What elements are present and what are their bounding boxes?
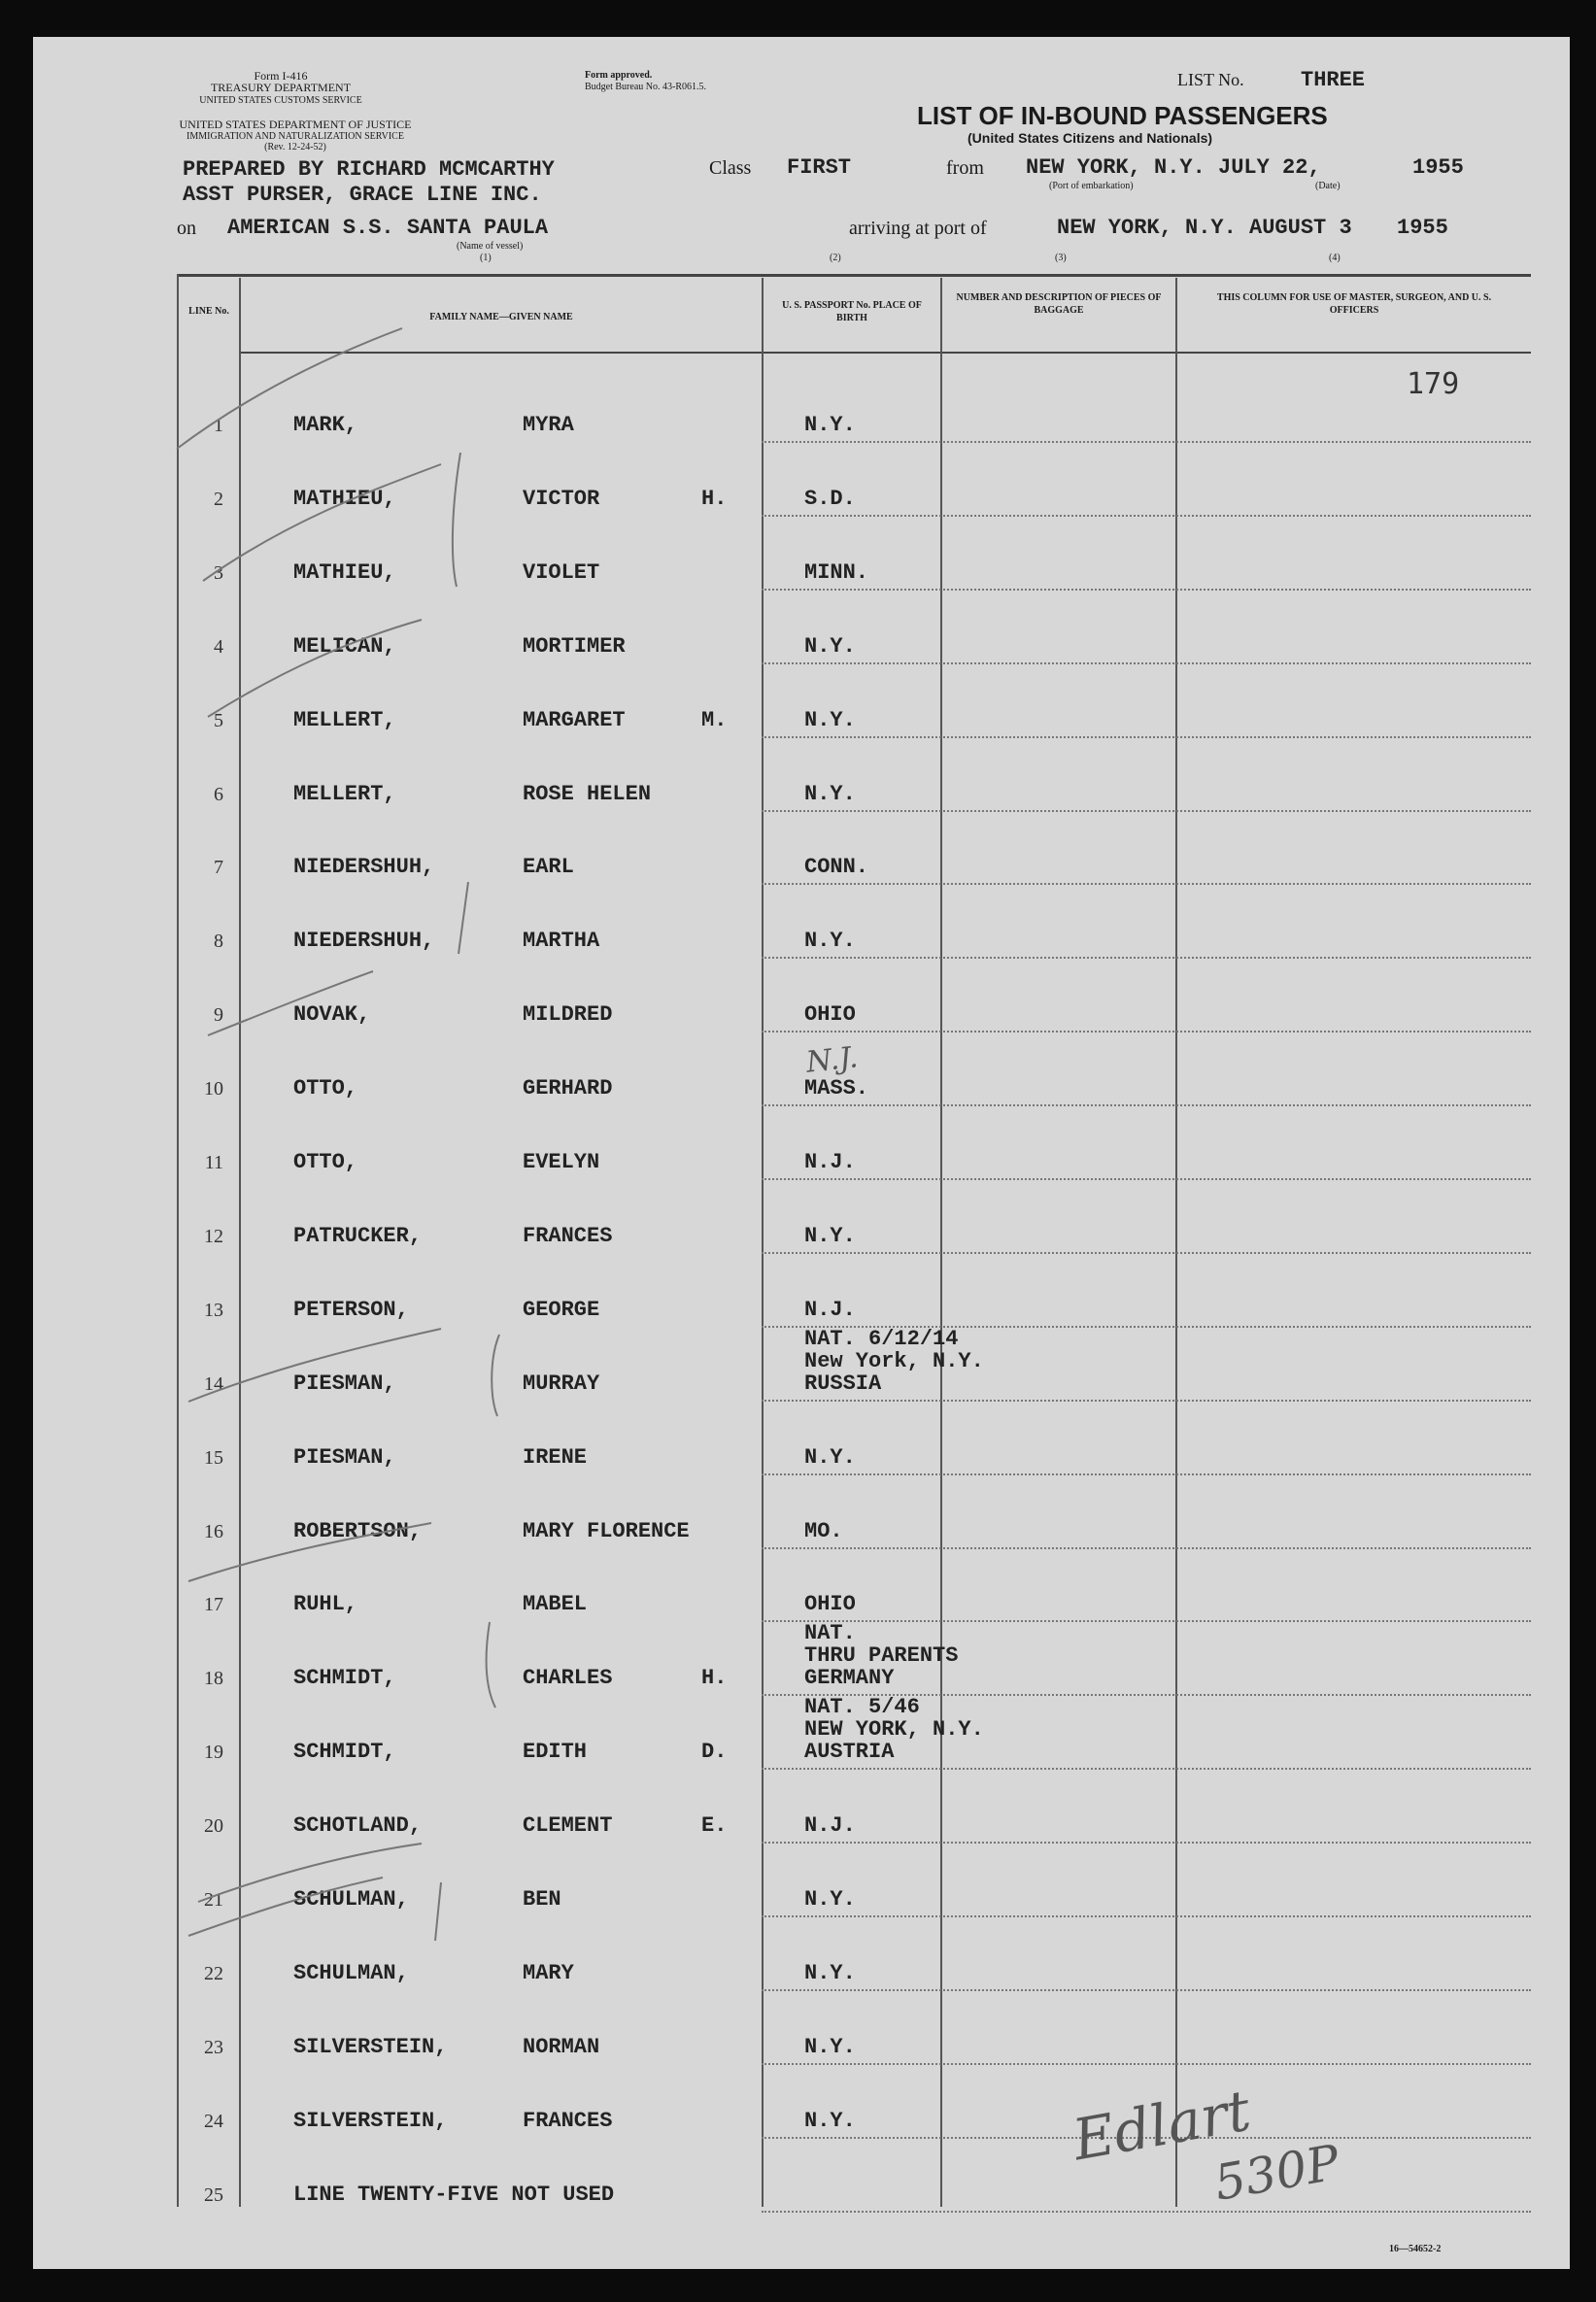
- given-name: IRENE: [523, 1444, 588, 1470]
- line-number: 21: [204, 1889, 223, 1911]
- handwritten-correction: N.J.: [804, 1040, 860, 1080]
- treasury-department: TREASURY DEPARTMENT: [210, 81, 352, 94]
- port-of-arrival: NEW YORK, N.Y. AUGUST 3: [1057, 216, 1352, 240]
- place-of-birth: N.Y.: [804, 929, 856, 954]
- place-of-birth: N.J.: [804, 1297, 856, 1322]
- line-number: 17: [204, 1594, 223, 1616]
- given-name: BEN: [523, 1887, 561, 1912]
- place-of-birth: CONN.: [804, 855, 869, 880]
- given-name: FRANCES: [523, 1223, 613, 1248]
- place-of-birth: OHIO: [804, 1002, 856, 1028]
- place-of-birth: OHIO: [804, 1592, 856, 1617]
- family-name: SCHMIDT,: [293, 1740, 396, 1765]
- handwritten-time: 530P: [1209, 2134, 1344, 2212]
- header-passport: U. S. PASSPORT No. PLACE OF BIRTH: [782, 300, 922, 323]
- list-number: THREE: [1301, 68, 1366, 92]
- given-name: FRANCES: [523, 2108, 613, 2133]
- place-of-birth: N.Y.: [804, 2108, 856, 2133]
- middle-initial: M.: [701, 707, 728, 732]
- preparer-title: ASST PURSER, GRACE LINE INC.: [183, 183, 542, 207]
- family-name: SILVERSTEIN,: [293, 2034, 448, 2059]
- line-number: 10: [204, 1078, 223, 1100]
- place-of-birth: N.Y.: [804, 1960, 856, 1985]
- on-label: on: [177, 218, 196, 239]
- line-number: 16: [204, 1520, 223, 1542]
- family-name: SCHULMAN,: [293, 1960, 409, 1985]
- given-name: MARTHA: [523, 929, 600, 954]
- family-name: MELLERT,: [293, 707, 396, 732]
- place-of-birth: N.Y.: [804, 1887, 856, 1912]
- given-name: VIOLET: [523, 559, 600, 585]
- place-of-birth: N.Y.: [804, 1223, 856, 1248]
- line-number: 24: [204, 2110, 223, 2132]
- given-name: GERHARD: [523, 1076, 613, 1101]
- from-label: from: [946, 157, 984, 179]
- family-name: SILVERSTEIN,: [293, 2108, 448, 2133]
- family-name: PETERSON,: [293, 1297, 409, 1322]
- given-name: MILDRED: [523, 1002, 613, 1028]
- given-name: EDITH: [523, 1740, 588, 1765]
- given-name: MARGARET: [523, 707, 626, 732]
- given-name: MURRAY: [523, 1371, 600, 1396]
- middle-initial: H.: [701, 1666, 728, 1691]
- line-number: 4: [214, 635, 223, 658]
- vessel-caption: (Name of vessel): [457, 241, 524, 252]
- given-name: NORMAN: [523, 2034, 600, 2059]
- family-name: RUHL,: [293, 1592, 358, 1617]
- place-of-birth: N.Y.: [804, 781, 856, 806]
- list-no-label: LIST No.: [1177, 70, 1244, 89]
- given-name: MARY: [523, 1960, 574, 1985]
- family-name: NOVAK,: [293, 1002, 371, 1028]
- col-1-caption: (1): [480, 253, 492, 263]
- date-caption: (Date): [1315, 181, 1341, 191]
- family-name: MARK,: [293, 413, 358, 437]
- line-number: 14: [204, 1372, 223, 1395]
- line-number: 19: [204, 1742, 223, 1764]
- family-name: PIESMAN,: [293, 1371, 396, 1396]
- vessel-name: AMERICAN S.S. SANTA PAULA: [227, 216, 549, 240]
- family-name: MATHIEU,: [293, 559, 396, 585]
- family-name: PATRUCKER,: [293, 1223, 423, 1248]
- place-of-birth: N.Y.: [804, 2034, 856, 2059]
- line-number: 12: [204, 1225, 223, 1247]
- class-value: FIRST: [787, 155, 852, 180]
- line-number: 25: [204, 2184, 223, 2206]
- family-name: PIESMAN,: [293, 1444, 396, 1470]
- family-name: SCHMIDT,: [293, 1666, 396, 1691]
- naturalization-note: NAT. 5/46: [804, 1695, 920, 1720]
- line-number: 8: [214, 931, 223, 953]
- col-4-caption: (4): [1329, 253, 1341, 263]
- header-baggage: NUMBER AND DESCRIPTION OF PIECES OF BAGGAGE: [956, 292, 1162, 316]
- line-number: 15: [204, 1446, 223, 1469]
- line-number: 6: [214, 783, 223, 805]
- form-number: Form I-416: [254, 69, 308, 83]
- naturalization-service: IMMIGRATION AND NATURALIZATION SERVICE: [187, 131, 404, 142]
- customs-service: UNITED STATES CUSTOMS SERVICE: [199, 95, 362, 106]
- form-approved: Form approved.: [585, 70, 653, 81]
- place-of-birth: N.Y.: [804, 1444, 856, 1470]
- place-of-birth: N.Y.: [804, 633, 856, 659]
- class-label: Class: [709, 157, 752, 179]
- given-name: MYRA: [523, 413, 574, 437]
- passenger-manifest-page: [33, 37, 1570, 2269]
- given-name: ROSE HELEN: [523, 781, 652, 806]
- place-of-birth: AUSTRIA: [804, 1740, 895, 1765]
- header-line-no: LINE No.: [188, 306, 229, 317]
- line-number: 3: [214, 561, 223, 584]
- place-of-birth: MASS.: [804, 1076, 869, 1101]
- place-of-birth: MINN.: [804, 559, 869, 585]
- given-name: VICTOR: [523, 486, 600, 511]
- line-number: 2: [214, 488, 223, 510]
- form-subtitle: (United States Citizens and Nationals): [968, 130, 1213, 146]
- given-name: MORTIMER: [523, 633, 626, 659]
- place-of-birth: N.J.: [804, 1150, 856, 1174]
- family-name: NIEDERSHUH,: [293, 855, 435, 880]
- arriving-label: arriving at port of: [849, 218, 987, 239]
- family-name: MATHIEU,: [293, 486, 396, 511]
- middle-initial: H.: [701, 486, 728, 511]
- given-name: EARL: [523, 855, 574, 880]
- budget-bureau: Budget Bureau No. 43-R061.5.: [585, 82, 706, 92]
- family-name: MELICAN,: [293, 633, 396, 659]
- family-name: OTTO,: [293, 1076, 358, 1101]
- header-officers: THIS COLUMN FOR USE OF MASTER, SURGEON, AND U. S. OFFICERS: [1216, 292, 1492, 316]
- port-embarkation-caption: (Port of embarkation): [1049, 181, 1134, 191]
- given-name: CLEMENT: [523, 1813, 613, 1839]
- port-of-embarkation: NEW YORK, N.Y. JULY 22,: [1026, 155, 1321, 180]
- line-number: 23: [204, 2036, 223, 2058]
- prepared-by: PREPARED BY RICHARD MCMCARTHY: [183, 157, 555, 182]
- family-name: SCHULMAN,: [293, 1887, 409, 1912]
- line-number: 11: [204, 1152, 223, 1173]
- line-number: 13: [204, 1299, 223, 1321]
- embarkation-year: 1955: [1412, 155, 1464, 180]
- page-stamp: 179: [1407, 367, 1460, 401]
- given-name: MABEL: [523, 1592, 588, 1617]
- place-of-birth: S.D.: [804, 486, 856, 511]
- place-of-birth: N.Y.: [804, 413, 856, 437]
- place-of-birth: RUSSIA: [804, 1371, 882, 1396]
- arrival-year: 1955: [1397, 216, 1448, 240]
- given-name: CHARLES: [523, 1666, 613, 1691]
- line-number: 5: [214, 709, 223, 731]
- family-name: MELLERT,: [293, 781, 396, 806]
- family-name: LINE TWENTY-FIVE NOT USED: [293, 2182, 615, 2207]
- footer-code: 16—54652-2: [1389, 2244, 1442, 2254]
- naturalization-note: NAT.: [804, 1621, 856, 1646]
- family-name: ROBERTSON,: [293, 1518, 423, 1543]
- naturalization-note: NAT. 6/12/14: [804, 1326, 959, 1351]
- naturalization-place: NEW YORK, N.Y.: [804, 1717, 984, 1743]
- middle-initial: E.: [701, 1813, 728, 1839]
- naturalization-place: New York, N.Y.: [804, 1348, 984, 1373]
- handwritten-checkmarks: [33, 37, 1570, 2269]
- line-number: 18: [204, 1668, 223, 1690]
- given-name: EVELYN: [523, 1150, 600, 1174]
- place-of-birth: N.J.: [804, 1813, 856, 1839]
- place-of-birth: N.Y.: [804, 707, 856, 732]
- family-name: NIEDERSHUH,: [293, 929, 435, 954]
- handwritten-signature: Edlart: [1068, 2077, 1256, 2174]
- line-number: 7: [214, 857, 223, 879]
- naturalization-place: THRU PARENTS: [804, 1643, 959, 1669]
- place-of-birth: GERMANY: [804, 1666, 895, 1691]
- middle-initial: D.: [701, 1740, 728, 1765]
- form-title: LIST OF IN-BOUND PASSENGERS: [917, 101, 1328, 130]
- place-of-birth: MO.: [804, 1518, 843, 1543]
- revision-date: (Rev. 12-24-52): [264, 142, 326, 152]
- given-name: MARY FLORENCE: [523, 1518, 690, 1543]
- line-number: 22: [204, 1962, 223, 1984]
- col-3-caption: (3): [1055, 253, 1067, 263]
- family-name: SCHOTLAND,: [293, 1813, 423, 1839]
- col-2-caption: (2): [830, 253, 841, 263]
- family-name: OTTO,: [293, 1150, 358, 1174]
- given-name: GEORGE: [523, 1297, 600, 1322]
- line-number: 9: [214, 1004, 223, 1027]
- line-number: 20: [204, 1815, 223, 1838]
- header-family-name: FAMILY NAME—GIVEN NAME: [429, 312, 573, 322]
- line-number: 1: [214, 415, 223, 436]
- justice-department: UNITED STATES DEPARTMENT OF JUSTICE: [179, 118, 412, 131]
